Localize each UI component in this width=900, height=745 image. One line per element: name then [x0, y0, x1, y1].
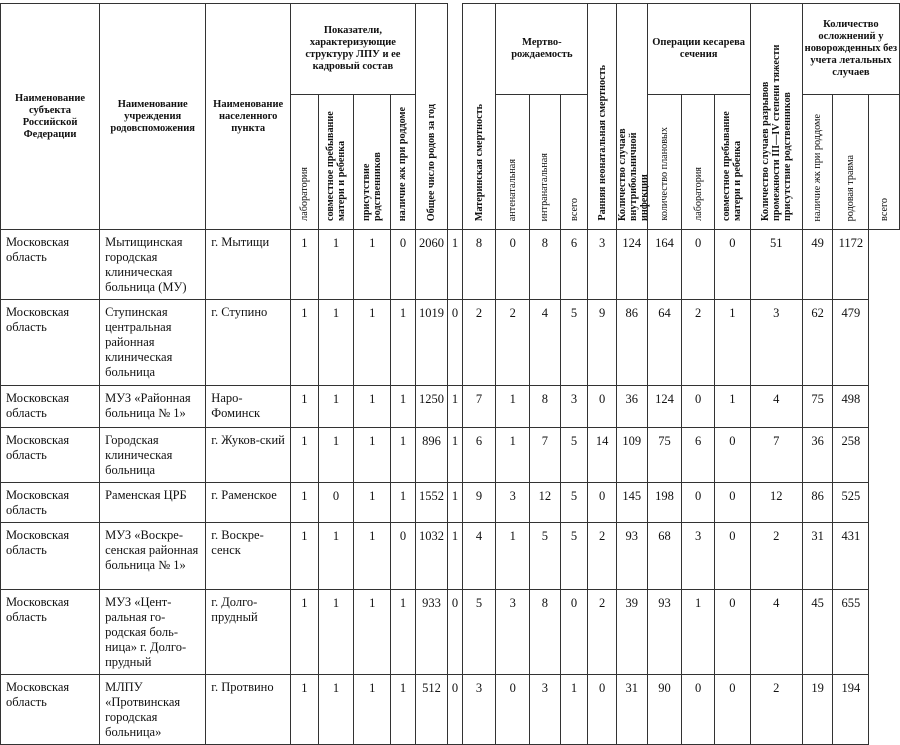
- cell-value: 7: [462, 386, 496, 428]
- cell-value: 2: [588, 590, 617, 675]
- header-comp-clinic: наличие жк при роддоме: [802, 95, 833, 230]
- header-early-neonatal: Ранняя неонатальная смертность: [588, 4, 617, 230]
- cell-value: 8: [530, 386, 561, 428]
- cell-value: 1: [318, 675, 354, 745]
- header-complications-group: Количество осложнений у новорожденных без учета летальных случаев: [802, 4, 899, 95]
- cell-value: 1: [354, 386, 391, 428]
- cell-value: 64: [647, 300, 682, 386]
- cell-value: 1: [448, 230, 462, 300]
- cell-value: 0: [682, 483, 715, 523]
- cell-value: 164: [647, 230, 682, 300]
- cell-subject: Московская область: [1, 590, 100, 675]
- cell-value: 2: [588, 523, 617, 590]
- cell-value: 1: [682, 590, 715, 675]
- cell-value: 2: [750, 675, 802, 745]
- cell-value: 1: [391, 428, 416, 483]
- table-row: [1, 590, 900, 675]
- cell-value: 7: [530, 428, 561, 483]
- cell-institution: МУЗ «Воскре-сенская районная больница № 1»: [100, 523, 206, 590]
- header-maternal-mortality: Материнская смертность: [462, 4, 496, 230]
- cell-institution: МУЗ «Цент-ральная го-родская боль-ница» г. Долго-прудный: [100, 590, 206, 675]
- cell-value: 0: [391, 230, 416, 300]
- header-total-births: Общее число родов за год: [415, 4, 448, 230]
- cell-value: 75: [802, 386, 833, 428]
- table-row: [1, 300, 900, 386]
- cell-subject: Московская область: [1, 300, 100, 386]
- cell-value: 1: [291, 523, 319, 590]
- cell-value: 124: [616, 230, 647, 300]
- cell-value: 4: [462, 523, 496, 590]
- cell-value: 1: [354, 590, 391, 675]
- cell-value: 9: [462, 483, 496, 523]
- cell-value: 431: [833, 523, 869, 590]
- table-row: [1, 483, 900, 523]
- cell-value: 6: [682, 428, 715, 483]
- cell-institution: Городская клиническая больница: [100, 428, 206, 483]
- cell-value: 1: [560, 675, 588, 745]
- header-locality: Наименование населенного пункта: [206, 4, 291, 230]
- header-stillbirth-total: всего: [560, 95, 588, 230]
- cell-institution: МЛПУ «Протвинская городская больница»: [100, 675, 206, 745]
- cell-value: 1: [714, 386, 750, 428]
- cell-subject: Московская область: [1, 675, 100, 745]
- cell-value: 6: [462, 428, 496, 483]
- cell-subject: Московская область: [1, 386, 100, 428]
- cell-value: 0: [682, 386, 715, 428]
- cell-value: 8: [530, 590, 561, 675]
- cell-value: 12: [750, 483, 802, 523]
- cell-value: 3: [530, 675, 561, 745]
- cell-value: 1: [391, 675, 416, 745]
- cell-value: 4: [750, 590, 802, 675]
- cell-value: 5: [560, 483, 588, 523]
- header-intrauterine-infection: Количество случаев внутрибольничной инфекции: [616, 4, 647, 230]
- cell-value: 2: [750, 523, 802, 590]
- cell-value: 479: [833, 300, 869, 386]
- header-cohabitation: совместное пребывание матери и ребенка: [318, 95, 354, 230]
- cell-institution: Раменская ЦРБ: [100, 483, 206, 523]
- cell-value: 198: [647, 483, 682, 523]
- cell-value: 62: [802, 300, 833, 386]
- cell-value: 5: [560, 428, 588, 483]
- header-ruptures: Количество случаев разрывов промежности III—IV степени тяжести присутствие родственников: [750, 4, 802, 230]
- cell-value: 512: [415, 675, 448, 745]
- cell-value: 0: [448, 300, 462, 386]
- cell-value: 5: [462, 590, 496, 675]
- cell-value: 36: [616, 386, 647, 428]
- cell-subject: Московская область: [1, 428, 100, 483]
- table-row: [1, 386, 900, 428]
- cell-value: 1: [318, 386, 354, 428]
- cell-value: 1: [291, 428, 319, 483]
- cell-value: 0: [714, 428, 750, 483]
- cell-locality: г. Протвино: [206, 675, 291, 745]
- cell-locality: г. Жуков-ский: [206, 428, 291, 483]
- cell-value: 3: [496, 590, 530, 675]
- cell-value: 1: [448, 386, 462, 428]
- header-cs-cohabitation: совместное пребывание матери и ребенка: [714, 95, 750, 230]
- cell-value: 1: [291, 483, 319, 523]
- cell-institution: Мытищинская городская клиническая больница (МУ): [100, 230, 206, 300]
- cell-value: 258: [833, 428, 869, 483]
- cell-value: 4: [750, 386, 802, 428]
- cell-value: 3: [588, 230, 617, 300]
- table-row: [1, 523, 900, 590]
- cell-value: 3: [496, 483, 530, 523]
- cell-value: 93: [647, 590, 682, 675]
- cell-locality: г. Долго-прудный: [206, 590, 291, 675]
- header-lab: лаборатория: [291, 95, 319, 230]
- header-institution: Наименование учреждения родовспоможения: [100, 4, 206, 230]
- cell-value: 0: [496, 675, 530, 745]
- cell-value: 1: [291, 386, 319, 428]
- cell-value: 0: [682, 675, 715, 745]
- cell-value: 0: [391, 523, 416, 590]
- cell-value: 1: [496, 523, 530, 590]
- table-row: [1, 675, 900, 745]
- cell-value: 19: [802, 675, 833, 745]
- cell-subject: Московская область: [1, 483, 100, 523]
- cell-value: 75: [647, 428, 682, 483]
- data-table: [0, 3, 900, 745]
- cell-value: 1: [318, 230, 354, 300]
- cell-institution: Ступинская центральная районная клиническая больница: [100, 300, 206, 386]
- cell-value: 0: [682, 230, 715, 300]
- cell-value: 498: [833, 386, 869, 428]
- cell-value: 1: [291, 675, 319, 745]
- cell-value: 2: [682, 300, 715, 386]
- cell-value: 109: [616, 428, 647, 483]
- cell-value: 194: [833, 675, 869, 745]
- cell-value: 1: [318, 300, 354, 386]
- cell-value: 0: [714, 230, 750, 300]
- cell-value: 0: [714, 483, 750, 523]
- cell-locality: г. Ступино: [206, 300, 291, 386]
- cell-locality: г. Воскре-сенск: [206, 523, 291, 590]
- cell-value: 0: [588, 483, 617, 523]
- cell-value: 1032: [415, 523, 448, 590]
- cell-value: 6: [560, 230, 588, 300]
- cell-value: 655: [833, 590, 869, 675]
- cell-value: 86: [616, 300, 647, 386]
- cell-value: 0: [448, 590, 462, 675]
- cell-value: 2: [496, 300, 530, 386]
- cell-value: 1: [354, 428, 391, 483]
- cell-value: 2060: [415, 230, 448, 300]
- cell-value: 4: [530, 300, 561, 386]
- cell-value: 12: [530, 483, 561, 523]
- cell-value: 5: [560, 300, 588, 386]
- cell-value: 1172: [833, 230, 869, 300]
- cell-value: 1: [391, 590, 416, 675]
- cell-value: 1: [448, 523, 462, 590]
- header-planned-count: количество плановых: [647, 95, 682, 230]
- cell-value: 93: [616, 523, 647, 590]
- cell-value: 1: [448, 428, 462, 483]
- cell-value: 1: [291, 300, 319, 386]
- cell-value: 49: [802, 230, 833, 300]
- cell-value: 1: [496, 386, 530, 428]
- cell-value: 0: [714, 675, 750, 745]
- cell-value: 8: [462, 230, 496, 300]
- cell-value: 1: [354, 483, 391, 523]
- cell-value: 896: [415, 428, 448, 483]
- cell-value: 14: [588, 428, 617, 483]
- cell-value: 1: [354, 523, 391, 590]
- header-stillbirth-group: Мертво-рождаемость: [496, 4, 588, 95]
- header-subject: Наименование субъекта Российской Федерации: [1, 4, 100, 230]
- cell-value: 1019: [415, 300, 448, 386]
- cell-value: 124: [647, 386, 682, 428]
- cell-locality: Наро-Фоминск: [206, 386, 291, 428]
- cell-value: 0: [448, 675, 462, 745]
- cell-value: 2: [462, 300, 496, 386]
- cell-value: 45: [802, 590, 833, 675]
- header-comp-total: всего: [869, 95, 900, 230]
- cell-value: 1552: [415, 483, 448, 523]
- cell-value: 0: [588, 386, 617, 428]
- column-divider: [448, 4, 462, 230]
- cell-value: 8: [530, 230, 561, 300]
- header-antenatal: антенатальная: [496, 95, 530, 230]
- cell-value: 90: [647, 675, 682, 745]
- cell-value: 5: [560, 523, 588, 590]
- cell-value: 31: [616, 675, 647, 745]
- header-cesarean-group: Операции кесарева сечения: [647, 4, 750, 95]
- cell-institution: МУЗ «Районная больница № 1»: [100, 386, 206, 428]
- cell-value: 0: [588, 675, 617, 745]
- cell-value: 0: [714, 523, 750, 590]
- header-birth-trauma: родовая травма: [833, 95, 869, 230]
- cell-value: 39: [616, 590, 647, 675]
- cell-value: 86: [802, 483, 833, 523]
- header-structure-group: Показатели, характеризующие структуру ЛПУ и ее кадровый состав: [291, 4, 416, 95]
- cell-value: 3: [750, 300, 802, 386]
- cell-value: 1: [496, 428, 530, 483]
- cell-value: 9: [588, 300, 617, 386]
- cell-value: 1: [354, 230, 391, 300]
- cell-value: 933: [415, 590, 448, 675]
- cell-value: 0: [714, 590, 750, 675]
- header-womens-clinic: наличие жк при роддоме: [391, 95, 416, 230]
- cell-value: 68: [647, 523, 682, 590]
- cell-value: 1: [318, 523, 354, 590]
- cell-value: 7: [750, 428, 802, 483]
- cell-value: 51: [750, 230, 802, 300]
- cell-value: 0: [318, 483, 354, 523]
- cell-value: 1: [318, 590, 354, 675]
- cell-subject: Московская область: [1, 230, 100, 300]
- cell-value: 5: [530, 523, 561, 590]
- cell-value: 525: [833, 483, 869, 523]
- cell-value: 1: [714, 300, 750, 386]
- cell-value: 1: [354, 300, 391, 386]
- header-intranatal: интранатальная: [530, 95, 561, 230]
- cell-value: 1: [391, 386, 416, 428]
- header-cs-lab: лаборатория: [682, 95, 715, 230]
- cell-locality: г. Мытищи: [206, 230, 291, 300]
- cell-value: 1: [391, 483, 416, 523]
- cell-value: 145: [616, 483, 647, 523]
- cell-value: 0: [496, 230, 530, 300]
- cell-locality: г. Раменское: [206, 483, 291, 523]
- cell-value: 1: [391, 300, 416, 386]
- cell-value: 3: [682, 523, 715, 590]
- table-row: [1, 230, 900, 300]
- cell-subject: Московская область: [1, 523, 100, 590]
- cell-value: 31: [802, 523, 833, 590]
- cell-value: 1: [318, 428, 354, 483]
- table-row: [1, 428, 900, 483]
- cell-value: 1: [291, 590, 319, 675]
- cell-value: 1: [448, 483, 462, 523]
- cell-value: 36: [802, 428, 833, 483]
- cell-value: 1250: [415, 386, 448, 428]
- cell-value: 3: [560, 386, 588, 428]
- header-relatives: присутствие родственников: [354, 95, 391, 230]
- cell-value: 1: [291, 230, 319, 300]
- cell-value: 0: [560, 590, 588, 675]
- cell-value: 1: [354, 675, 391, 745]
- cell-value: 3: [462, 675, 496, 745]
